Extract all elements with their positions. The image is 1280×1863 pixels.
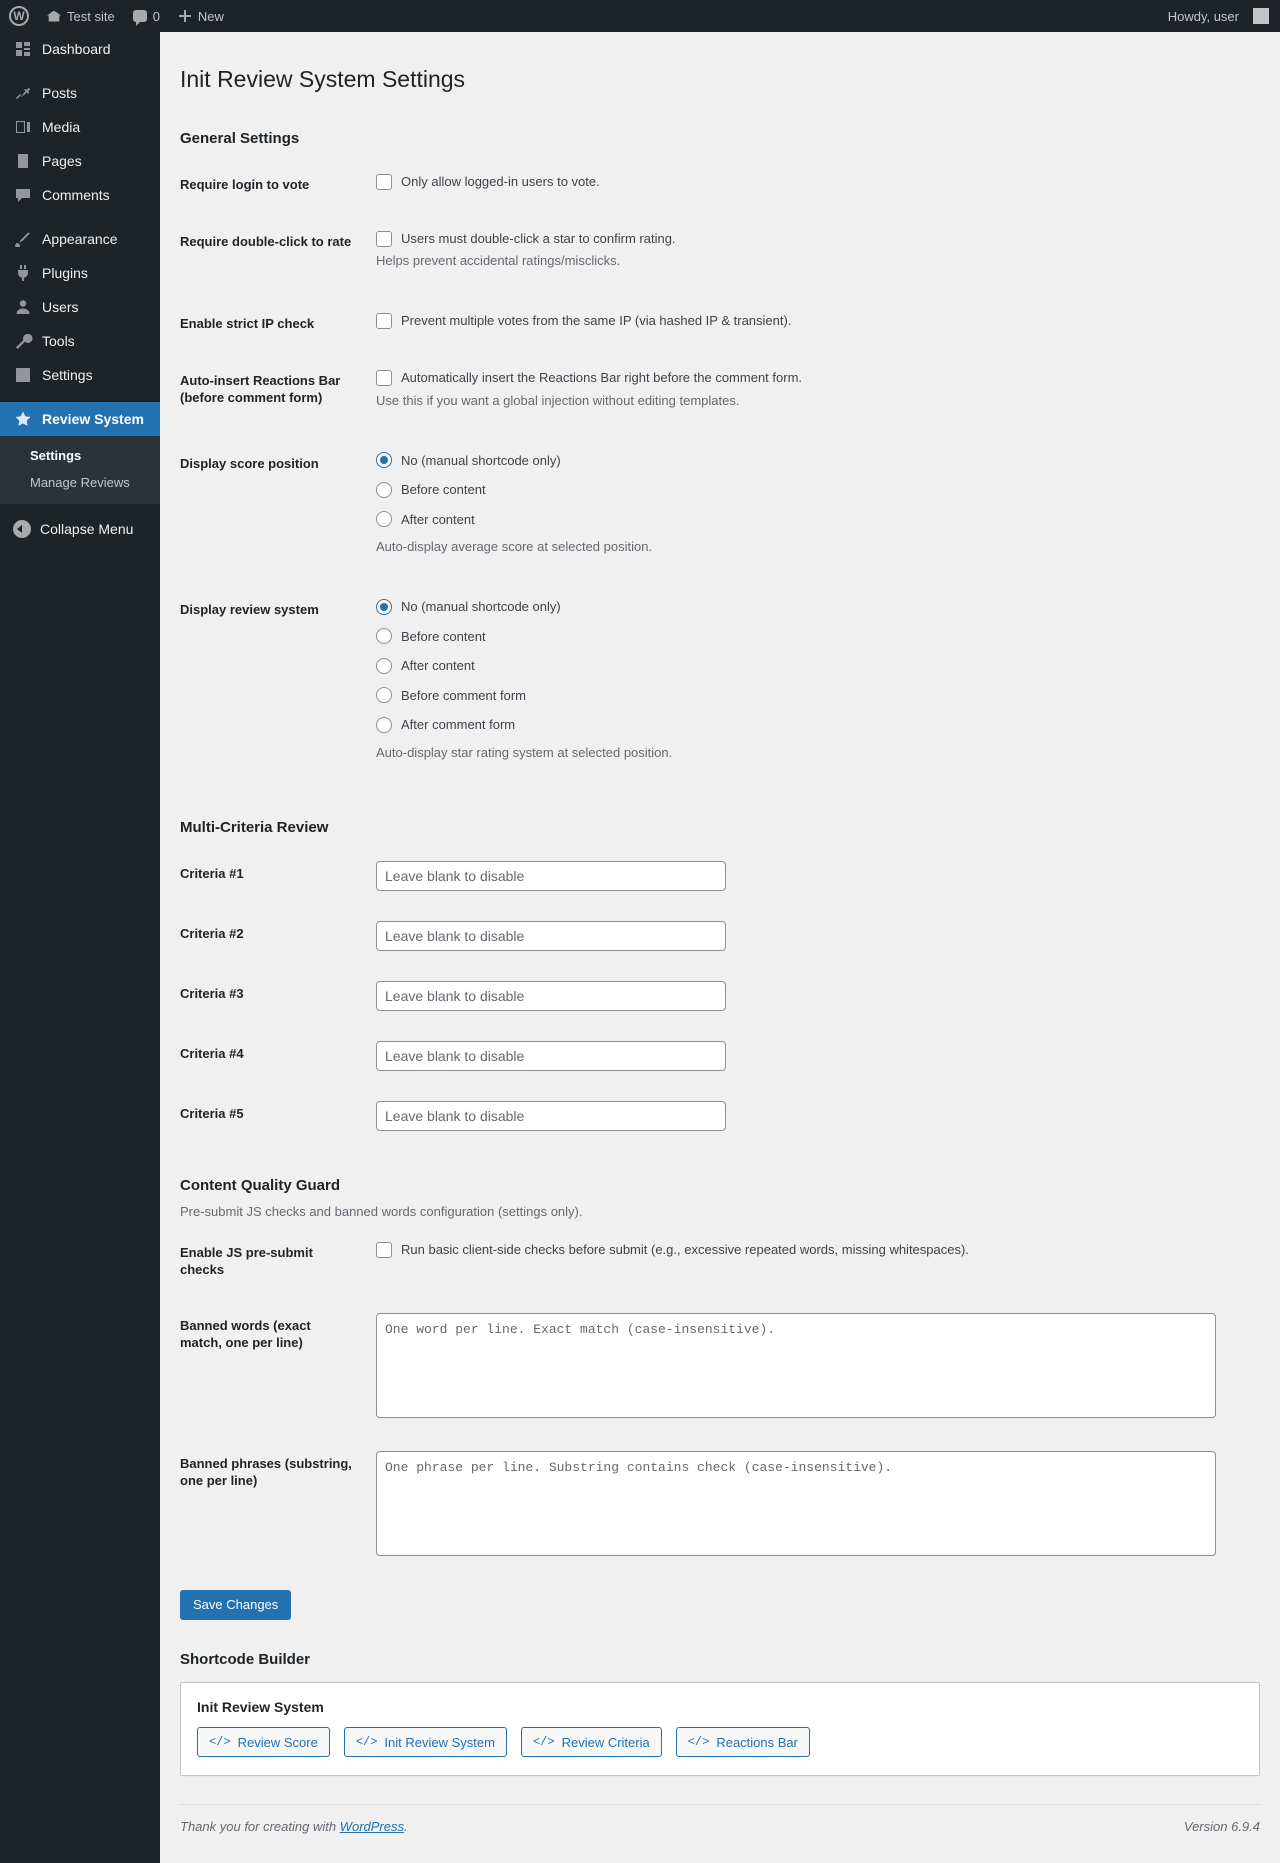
- score-position-option-before[interactable]: [376, 480, 1250, 500]
- criteria-row-5: [180, 1086, 1260, 1146]
- setting-row-auto-insert-reactions: [180, 353, 1260, 436]
- sidebar-item-label: Review System: [42, 411, 144, 427]
- settings-sliders-icon: [13, 365, 33, 385]
- setting-control: [366, 1298, 1260, 1436]
- code-icon: </>: [687, 1735, 710, 1750]
- wordpress-link[interactable]: WordPress: [339, 1819, 404, 1835]
- review-position-radio-before-comment-form[interactable]: [376, 687, 392, 703]
- review-position-option-label: Before comment form: [401, 687, 526, 703]
- setting-control: [366, 353, 1260, 436]
- tools-wrench-icon: [13, 331, 33, 351]
- setting-control: [366, 296, 1260, 353]
- sidebar-item-plugins[interactable]: [0, 256, 160, 290]
- admin-footer: [180, 1804, 1260, 1846]
- footer-thanks-suffix: .: [404, 1819, 408, 1835]
- admin-sidebar: [0, 32, 160, 1863]
- criteria-label: Criteria #4: [180, 1045, 244, 1061]
- require-login-checkbox[interactable]: [376, 174, 392, 190]
- criteria-1-input[interactable]: [376, 861, 726, 891]
- score-position-option-no[interactable]: [376, 451, 1250, 471]
- setting-row-score-position: [180, 436, 1260, 583]
- content-quality-description: Pre-submit JS checks and banned words configuration (settings only).: [180, 1203, 583, 1219]
- score-position-option-after[interactable]: [376, 510, 1250, 530]
- footer-thanks-prefix: Thank you for creating with: [180, 1819, 340, 1835]
- review-position-option-label: After content: [401, 658, 475, 674]
- sidebar-item-label: Settings: [42, 367, 93, 383]
- setting-label: Display score position: [180, 455, 319, 471]
- sidebar-subitem-manage-reviews[interactable]: Manage Reviews: [30, 475, 130, 490]
- js-pre-submit-checkbox[interactable]: [376, 1242, 392, 1258]
- admin-bar-comments[interactable]: [124, 0, 169, 32]
- sidebar-item-comments[interactable]: [0, 178, 160, 212]
- setting-row-review-system-position: [180, 582, 1260, 788]
- setting-label: Enable JS pre-submit checks: [180, 1244, 313, 1277]
- comment-bubble-icon: [133, 10, 147, 22]
- posts-pin-icon: [13, 83, 33, 103]
- sidebar-item-label: Comments: [42, 187, 110, 203]
- new-label: New: [197, 8, 224, 24]
- review-position-option-label: No (manual shortcode only): [401, 599, 561, 615]
- setting-row-require-login: [180, 157, 1260, 214]
- setting-control: [366, 1436, 1260, 1574]
- criteria-row-4: [180, 1026, 1260, 1086]
- plugins-plug-icon: [13, 263, 33, 283]
- code-icon: </>: [532, 1735, 555, 1750]
- criteria-row-2: [180, 906, 1260, 966]
- pages-icon: [13, 151, 33, 171]
- criteria-label: Criteria #5: [180, 1105, 244, 1121]
- review-position-radio-after-content[interactable]: [376, 658, 392, 674]
- review-position-option-label: After comment form: [401, 717, 516, 733]
- require-login-checkbox-label: Only allow logged-in users to vote.: [401, 173, 600, 189]
- setting-control: [366, 157, 1260, 214]
- sidebar-item-appearance[interactable]: [0, 222, 160, 256]
- sidebar-item-tools[interactable]: [0, 324, 160, 358]
- save-changes-button[interactable]: Save Changes: [180, 1590, 291, 1620]
- strict-ip-checkbox[interactable]: [376, 313, 392, 329]
- score-position-option-label: No (manual shortcode only): [401, 452, 561, 468]
- avatar: [1253, 8, 1269, 24]
- criteria-control: [366, 966, 1260, 1026]
- star-icon: [13, 409, 33, 429]
- sidebar-item-label: Dashboard: [42, 41, 111, 57]
- shortcode-button-reactions-bar[interactable]: [676, 1727, 810, 1757]
- review-position-option-after-comment-form[interactable]: [376, 715, 1250, 735]
- admin-bar-right: [1159, 0, 1280, 32]
- collapse-menu-button[interactable]: [0, 512, 160, 546]
- auto-insert-description: Use this if you want a global injection without editing templates.: [376, 392, 740, 408]
- collapse-arrow-icon: [13, 520, 31, 538]
- score-position-radio-after[interactable]: [376, 511, 392, 527]
- auto-insert-reactions-checkbox[interactable]: [376, 370, 392, 386]
- section-heading-multi-criteria: Multi-Criteria Review: [180, 818, 329, 836]
- admin-bar-new-content[interactable]: [169, 0, 233, 32]
- score-position-radio-before[interactable]: [376, 482, 392, 498]
- multi-criteria-table: [180, 846, 1260, 1146]
- sidebar-item-label: Media: [42, 119, 81, 135]
- sidebar-item-label: Tools: [42, 333, 75, 349]
- shortcode-button-label: Review Criteria: [561, 1734, 650, 1750]
- score-position-option-label: After content: [401, 511, 475, 527]
- admin-bar-my-account[interactable]: [1159, 0, 1280, 32]
- sidebar-item-label: Plugins: [42, 265, 88, 281]
- footer-thanks: [180, 1819, 408, 1834]
- strict-ip-checkbox-row[interactable]: [376, 311, 1250, 331]
- sidebar-subitem-settings[interactable]: Settings: [30, 448, 82, 463]
- appearance-brush-icon: [13, 229, 33, 249]
- criteria-control: [366, 1026, 1260, 1086]
- require-login-checkbox-row[interactable]: [376, 172, 1250, 192]
- double-click-checkbox-row[interactable]: [376, 229, 1250, 249]
- section-heading-general: General Settings: [180, 129, 300, 147]
- criteria-row-1: [180, 846, 1260, 906]
- shortcode-button-label: Reactions Bar: [716, 1734, 798, 1750]
- review-position-option-before-comment-form[interactable]: [376, 686, 1250, 706]
- double-click-checkbox-label: Users must double-click a star to confirm rating.: [401, 230, 676, 246]
- shortcode-button-label: Init Review System: [384, 1734, 495, 1750]
- sidebar-item-label: Users: [42, 299, 79, 315]
- score-position-description: Auto-display average score at selected position.: [376, 539, 653, 555]
- content-quality-table: [180, 1225, 1260, 1575]
- admin-bar-site-name[interactable]: [38, 0, 124, 32]
- media-icon: [13, 117, 33, 137]
- sidebar-item-label: Pages: [42, 153, 82, 169]
- home-icon: [47, 11, 61, 22]
- sidebar-item-review-system[interactable]: [0, 402, 160, 436]
- sidebar-item-settings[interactable]: [0, 358, 160, 392]
- criteria-label: Criteria #1: [180, 865, 244, 881]
- setting-label: Auto-insert Reactions Bar (before comment form): [180, 373, 341, 406]
- review-position-option-no[interactable]: [376, 597, 1250, 617]
- page-title: Init Review System Settings: [180, 66, 466, 92]
- shortcode-button-review-criteria[interactable]: [521, 1727, 662, 1757]
- code-icon: </>: [209, 1735, 231, 1750]
- banned-phrases-textarea[interactable]: [376, 1451, 1216, 1556]
- setting-control: [366, 582, 1260, 788]
- setting-row-strict-ip: [180, 296, 1260, 353]
- shortcode-card-title: Init Review System: [197, 1699, 324, 1716]
- howdy-label: Howdy, user: [1167, 8, 1239, 24]
- section-heading-shortcode-builder: Shortcode Builder: [180, 1651, 311, 1669]
- plus-icon: [178, 9, 192, 23]
- auto-insert-checkbox-row[interactable]: [376, 368, 1250, 388]
- setting-label: Require login to vote: [180, 176, 310, 192]
- shortcode-button-label: Review Score: [237, 1734, 318, 1750]
- setting-label: Display review system: [180, 602, 319, 618]
- score-position-option-label: Before content: [401, 482, 486, 498]
- setting-row-banned-phrases: [180, 1436, 1260, 1574]
- sidebar-submenu-review-system: [0, 436, 160, 504]
- sidebar-item-label: Appearance: [42, 231, 118, 247]
- review-position-radio-after-comment-form[interactable]: [376, 717, 392, 733]
- sidebar-item-users[interactable]: [0, 290, 160, 324]
- admin-bar: [0, 0, 1280, 32]
- shortcode-button-group: [197, 1727, 1243, 1757]
- shortcode-builder-card: [180, 1682, 1260, 1776]
- setting-control: [366, 214, 1260, 297]
- auto-insert-checkbox-label: Automatically insert the Reactions Bar right before the comment form.: [401, 370, 803, 386]
- setting-label: Require double-click to rate: [180, 233, 352, 249]
- criteria-control: [366, 846, 1260, 906]
- review-position-radio-no[interactable]: [376, 599, 392, 615]
- footer-version: Version 6.9.4: [1183, 1819, 1260, 1835]
- sidebar-item-dashboard[interactable]: [0, 32, 160, 66]
- review-position-option-after-content[interactable]: [376, 656, 1250, 676]
- criteria-row-3: [180, 966, 1260, 1026]
- sidebar-item-media[interactable]: [0, 110, 160, 144]
- review-position-description: Auto-display star rating system at selected position.: [376, 744, 673, 760]
- setting-label: Enable strict IP check: [180, 316, 315, 332]
- collapse-menu-label: Collapse Menu: [40, 521, 134, 537]
- setting-control: [366, 1225, 1260, 1299]
- js-checks-checkbox-label: Run basic client-side checks before submit (e.g., excessive repeated words, missing whitespaces).: [401, 1241, 969, 1257]
- setting-row-double-click: [180, 214, 1260, 297]
- site-name-label: Test site: [67, 8, 115, 24]
- criteria-control: [366, 906, 1260, 966]
- comments-icon: [13, 185, 33, 205]
- criteria-control: [366, 1086, 1260, 1146]
- main-content: [160, 32, 1280, 1863]
- users-icon: [13, 297, 33, 317]
- general-settings-table: [180, 157, 1260, 788]
- code-icon: </>: [355, 1735, 378, 1750]
- criteria-label: Criteria #2: [180, 925, 244, 941]
- admin-bar-wp-logo[interactable]: [0, 0, 38, 32]
- setting-control: [366, 436, 1260, 583]
- sidebar-item-pages[interactable]: [0, 144, 160, 178]
- criteria-label: Criteria #3: [180, 985, 244, 1001]
- review-position-option-label: Before content: [401, 628, 486, 644]
- wordpress-logo-icon: [9, 6, 29, 26]
- setting-row-js-checks: [180, 1225, 1260, 1299]
- criteria-4-input[interactable]: [376, 1041, 726, 1071]
- setting-label: Banned words (exact match, one per line): [180, 1318, 311, 1351]
- score-position-radio-no[interactable]: [376, 452, 392, 468]
- review-position-option-before-content[interactable]: [376, 627, 1250, 647]
- shortcode-button-init-review-system[interactable]: [344, 1727, 507, 1757]
- sidebar-item-posts[interactable]: [0, 76, 160, 110]
- review-position-radio-before-content[interactable]: [376, 628, 392, 644]
- setting-row-banned-words: [180, 1298, 1260, 1436]
- criteria-5-input[interactable]: [376, 1101, 726, 1131]
- setting-label: Banned phrases (substring, one per line): [180, 1456, 352, 1489]
- double-click-checkbox[interactable]: [376, 231, 392, 247]
- banned-words-textarea[interactable]: [376, 1313, 1216, 1418]
- double-click-description: Helps prevent accidental ratings/misclicks.: [376, 253, 621, 269]
- js-checks-checkbox-row[interactable]: [376, 1240, 1250, 1260]
- strict-ip-checkbox-label: Prevent multiple votes from the same IP (via hashed IP & transient).: [401, 313, 792, 329]
- sidebar-item-label: Posts: [42, 85, 78, 101]
- criteria-3-input[interactable]: [376, 981, 726, 1011]
- dashboard-icon: [13, 39, 33, 59]
- criteria-2-input[interactable]: [376, 921, 726, 951]
- section-heading-content-quality: Content Quality Guard: [180, 1176, 341, 1194]
- comment-count: 0: [152, 8, 160, 24]
- shortcode-button-review-score[interactable]: [197, 1727, 330, 1757]
